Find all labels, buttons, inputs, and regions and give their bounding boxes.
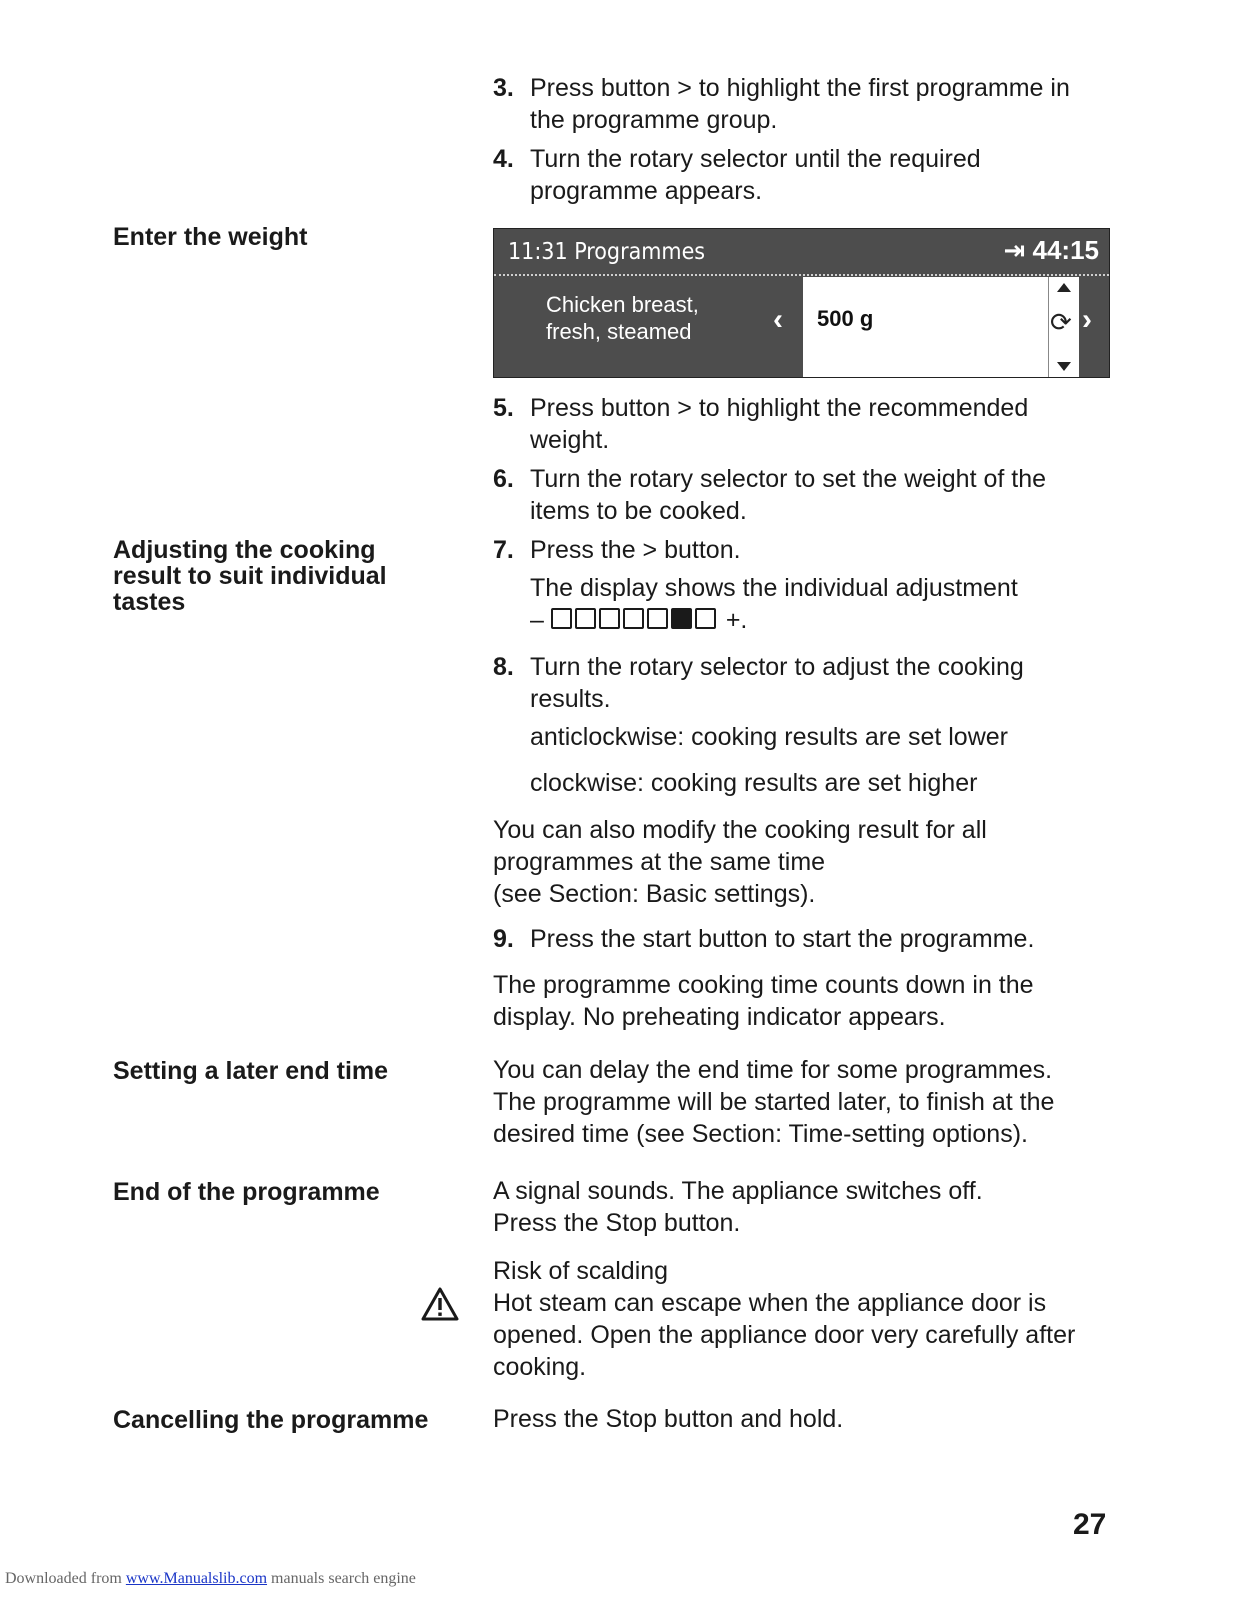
modify-all-line-1: You can also modify the cooking result for all (493, 816, 987, 844)
scale-boxes (551, 606, 719, 634)
step-number-7: 7. (493, 536, 514, 564)
step-3-text (530, 72, 1110, 136)
step-number-3: 3. (493, 74, 514, 102)
heading-enter-weight: Enter the weight (113, 223, 308, 251)
step-7-note: The display shows the individual adjustment (530, 574, 1018, 602)
scale-box (695, 608, 716, 629)
later-end-line-1: You can delay the end time for some programmes. (493, 1056, 1053, 1084)
cancel-paragraph: Press the Stop button and hold. (493, 1405, 844, 1433)
step-4-text (530, 143, 1110, 207)
warning-paragraph (493, 1255, 1113, 1383)
oven-display-panel (493, 228, 1110, 378)
later-end-line-3: desired time (see Section: Time-setting options). (493, 1120, 1028, 1148)
scale-box (575, 608, 596, 629)
scale-plus: +. (725, 606, 748, 634)
heading-end-programme: End of the programme (113, 1178, 380, 1206)
footer-prefix: Downloaded from (5, 1570, 126, 1587)
adjustment-scale (530, 604, 1110, 636)
step-number-4: 4. (493, 145, 514, 173)
step-6-line-1: Turn the rotary selector to set the weight of the (530, 465, 1047, 493)
countdown-line-2: display. No preheating indicator appears. (493, 1003, 946, 1031)
step-number-5: 5. (493, 394, 514, 422)
end-line-1: A signal sounds. The appliance switches off. (493, 1177, 983, 1205)
page-number: 27 (1073, 1508, 1107, 1541)
programme-name-line-1: Chicken breast, (546, 292, 699, 317)
weight-value: 500 g (817, 306, 874, 331)
countdown-paragraph (493, 969, 1113, 1033)
warning-line-3: opened. Open the appliance door very carefully after (493, 1321, 1076, 1349)
step-number-9: 9. (493, 925, 514, 953)
display-divider (494, 274, 1109, 276)
step-8-line-2: results. (530, 685, 611, 713)
anticlockwise-text: anticlockwise: cooking results are set lower (530, 723, 1008, 751)
warning-triangle-icon (421, 1287, 459, 1321)
heading-cancel: Cancelling the programme (113, 1406, 429, 1434)
countdown-line-1: The programme cooking time counts down in the (493, 971, 1034, 999)
modify-all-line-3: (see Section: Basic settings). (493, 880, 816, 908)
display-duration (1003, 235, 1099, 266)
step-8-text (530, 651, 1110, 715)
programme-name-line-2: fresh, steamed (546, 319, 692, 344)
footer (5, 1570, 416, 1588)
heading-adjusting (113, 537, 433, 615)
heading-adjusting-line-1: Adjusting the cooking (113, 536, 376, 564)
step-7-text: Press the > button. (530, 536, 741, 564)
scale-box (551, 608, 572, 629)
value-scroller[interactable] (1048, 277, 1079, 377)
scale-box (623, 608, 644, 629)
end-paragraph (493, 1175, 1113, 1239)
display-clock: 11:31 (508, 239, 568, 265)
chevron-right-icon[interactable]: › (1082, 303, 1092, 336)
step-9-text: Press the start button to start the programme. (530, 925, 1035, 953)
step-3-line-2: the programme group. (530, 106, 778, 134)
step-5-text (530, 392, 1110, 456)
step-4-line-2: programme appears. (530, 177, 763, 205)
step-6-line-2: items to be cooked. (530, 497, 747, 525)
weight-field[interactable] (803, 277, 1048, 377)
scroll-down-icon[interactable] (1057, 362, 1071, 371)
clockwise-text: clockwise: cooking results are set higher (530, 769, 978, 797)
step-8-line-1: Turn the rotary selector to adjust the cooking (530, 653, 1024, 681)
display-title: Programmes (574, 239, 706, 265)
scale-box-filled (671, 608, 692, 629)
chevron-left-icon[interactable]: ‹ (773, 303, 783, 336)
step-4-line-1: Turn the rotary selector until the required (530, 145, 981, 173)
warning-line-1: Risk of scalding (493, 1257, 669, 1285)
step-6-text (530, 463, 1110, 527)
duration-value: 44:15 (1032, 235, 1099, 265)
footer-link[interactable]: www.Manualslib.com (125, 1570, 268, 1587)
display-header (508, 239, 705, 265)
scale-box (647, 608, 668, 629)
end-line-2: Press the Stop button. (493, 1209, 741, 1237)
rotary-cycle-icon: ⟳ (1050, 307, 1072, 337)
later-end-paragraph (493, 1054, 1113, 1150)
heading-later-end: Setting a later end time (113, 1057, 389, 1085)
step-5-line-1: Press button > to highlight the recommended (530, 394, 1029, 422)
duration-end-icon: ⇥ (1003, 235, 1026, 265)
warning-line-2: Hot steam can escape when the appliance door is (493, 1289, 1047, 1317)
step-number-8: 8. (493, 653, 514, 681)
heading-adjusting-line-3: tastes (113, 588, 186, 616)
footer-suffix: manuals search engine (267, 1570, 416, 1587)
heading-adjusting-line-2: result to suit individual (113, 562, 387, 590)
warning-line-4: cooking. (493, 1353, 587, 1381)
scroll-up-icon[interactable] (1057, 283, 1071, 292)
step-number-6: 6. (493, 465, 514, 493)
scale-minus: – (530, 606, 544, 634)
modify-all-line-2: programmes at the same time (493, 848, 826, 876)
programme-name (546, 291, 746, 345)
later-end-line-2: The programme will be started later, to finish at the (493, 1088, 1055, 1116)
step-3-line-1: Press button > to highlight the first programme in (530, 74, 1070, 102)
modify-all-paragraph (493, 814, 1113, 910)
scale-box (599, 608, 620, 629)
step-5-line-2: weight. (530, 426, 610, 454)
